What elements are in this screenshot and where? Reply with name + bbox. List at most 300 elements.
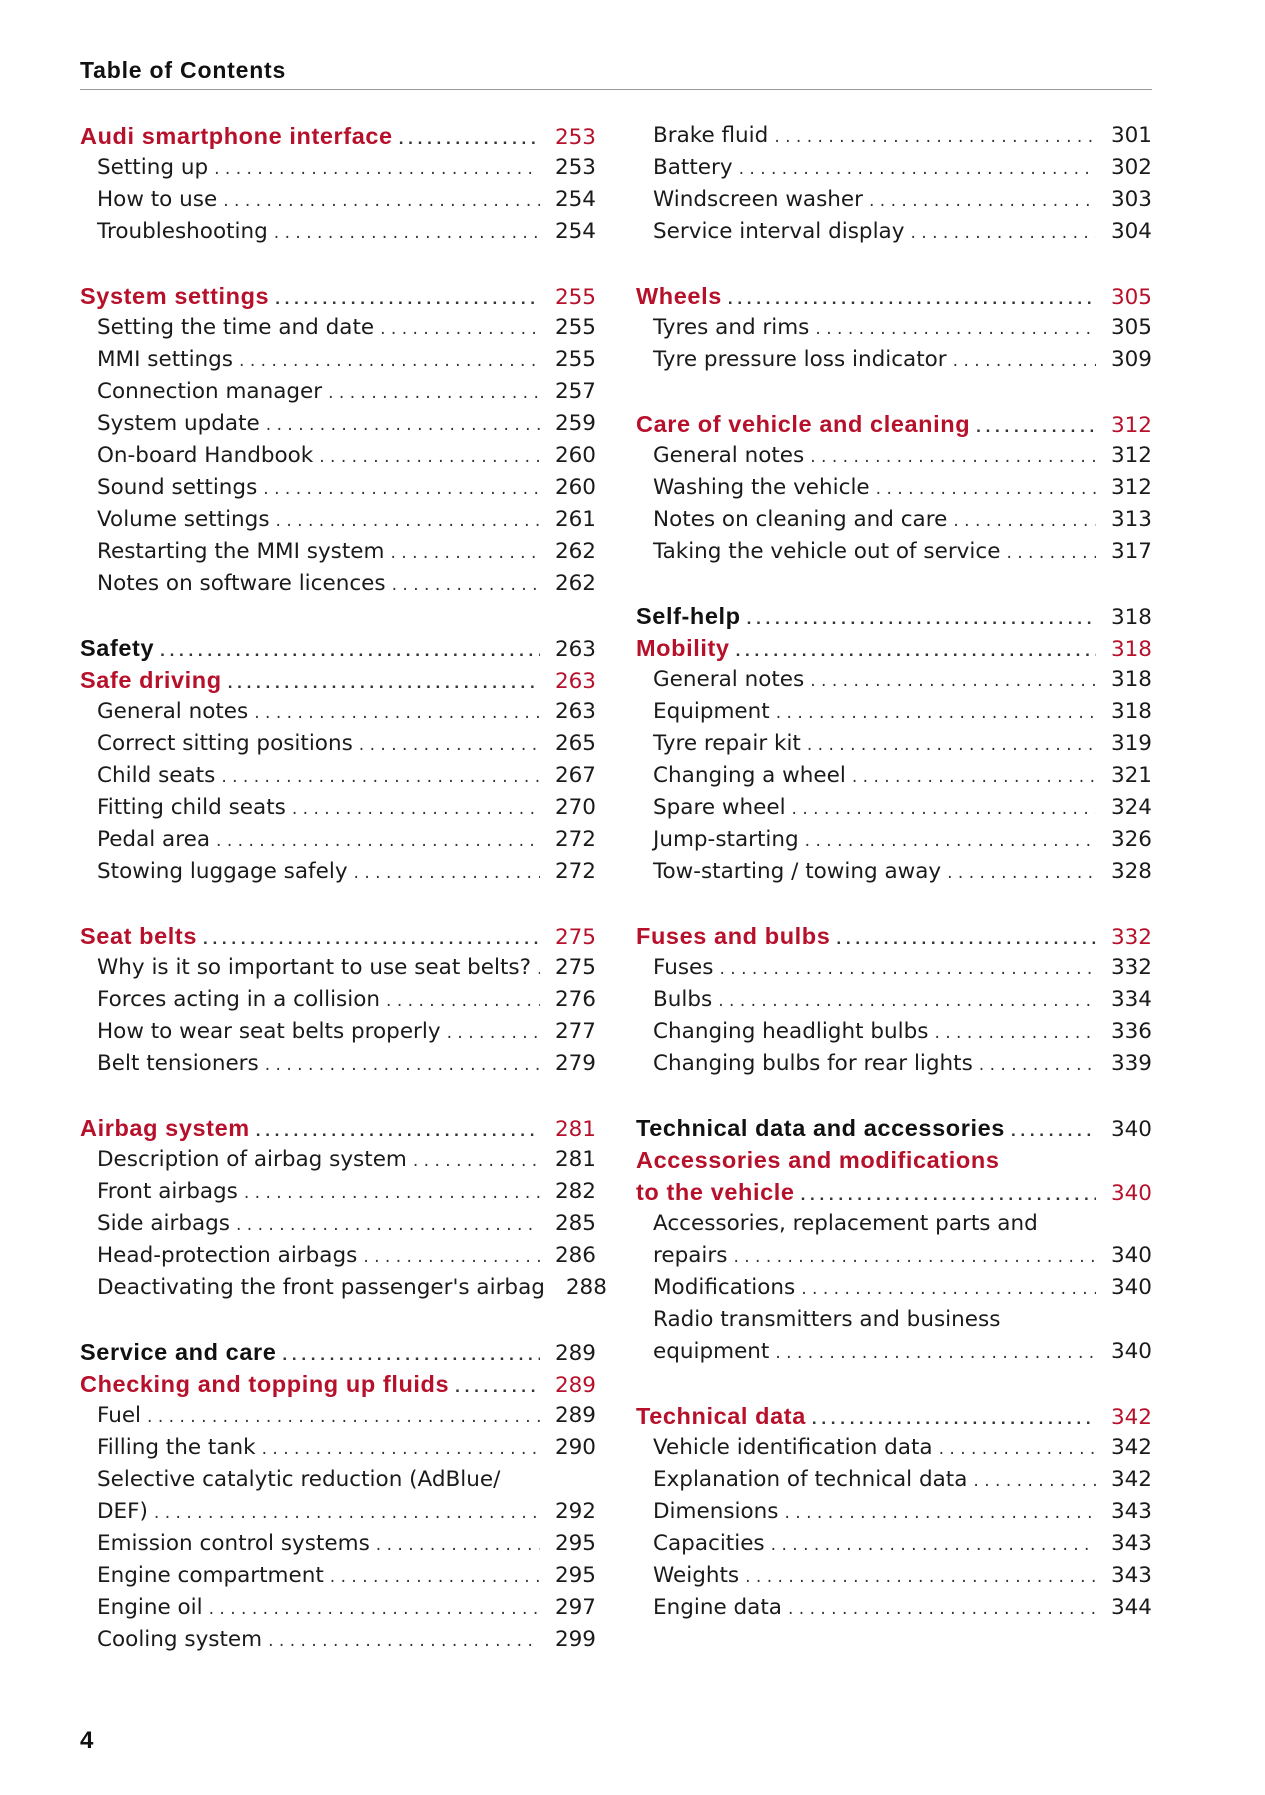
toc-entry-sub-battery[interactable] — [636, 152, 1152, 184]
toc-entry-section-system-settings[interactable] — [80, 280, 596, 312]
toc-leader-dots — [801, 1179, 1096, 1211]
toc-entry-page: 342 — [1110, 1435, 1152, 1460]
toc-entry-sub-sound-settings[interactable] — [80, 472, 596, 504]
toc-leader-dots — [154, 1497, 540, 1529]
toc-leader-dots — [216, 825, 540, 857]
toc-leader-dots — [413, 1145, 540, 1177]
toc-leader-dots — [263, 473, 540, 505]
toc-leader-dots — [947, 857, 1096, 889]
toc-entry-sub-system-update[interactable] — [80, 408, 596, 440]
toc-entry-sub-fuel[interactable] — [80, 1400, 596, 1432]
toc-entry-section-seat-belts[interactable] — [80, 920, 596, 952]
toc-entry-sub-tow-starting-towing-away[interactable] — [636, 856, 1152, 888]
toc-entry-page: 253 — [554, 155, 596, 180]
toc-entry-page: 340 — [1110, 1275, 1152, 1300]
toc-entry-title: Belt tensioners — [97, 1051, 259, 1076]
toc-entry-page: 263 — [554, 669, 596, 694]
toc-entry-title: Filling the tank — [97, 1435, 256, 1460]
toc-leader-dots — [979, 1049, 1096, 1081]
toc-entry-page: 275 — [554, 955, 596, 980]
toc-leader-dots — [266, 409, 540, 441]
toc-entry-section-technical-data[interactable] — [636, 1400, 1152, 1432]
toc-entry-title: Fuses — [653, 955, 714, 980]
toc-entry-title: Engine data — [653, 1595, 782, 1620]
toc-entry-page: 254 — [554, 187, 596, 212]
toc-entry-page: 279 — [554, 1051, 596, 1076]
toc-entry-title: System update — [97, 411, 260, 436]
toc-leader-dots — [268, 1625, 540, 1657]
toc-leader-dots — [739, 153, 1096, 185]
toc-entry-page: 332 — [1110, 925, 1152, 950]
toc-entry-section-checking-and-topping-up-fluids[interactable] — [80, 1368, 596, 1400]
toc-entry-title: Fitting child seats — [97, 795, 286, 820]
toc-entry-sub-emission-control-systems[interactable] — [80, 1528, 596, 1560]
toc-entry-title: Tyre pressure loss indicator — [653, 347, 947, 372]
toc-entry-title: Service interval display — [653, 219, 905, 244]
toc-leader-dots — [223, 185, 540, 217]
toc-entry-page: 305 — [1110, 315, 1152, 340]
toc-leader-dots — [203, 923, 540, 955]
toc-entry-title: Modifications — [653, 1275, 796, 1300]
toc-leader-dots — [399, 123, 540, 155]
toc-leader-dots — [265, 1049, 540, 1081]
toc-leader-dots — [745, 1561, 1096, 1593]
toc-entry-sub-changing-a-wheel[interactable] — [636, 760, 1152, 792]
toc-entry-page: 340 — [1110, 1339, 1152, 1364]
page-number: 4 — [80, 1727, 94, 1754]
toc-entry-title: How to wear seat belts properly — [97, 1019, 441, 1044]
toc-entry-title: Audi smartphone interface — [80, 123, 393, 149]
toc-entry-sub-tyre-repair-kit[interactable] — [636, 728, 1152, 760]
toc-entry-title: Notes on software licences — [97, 571, 386, 596]
toc-entry-sub-repairs[interactable] — [636, 1240, 1152, 1272]
toc-leader-dots — [810, 665, 1096, 697]
toc-entry-sub-how-to-wear-seat-belts-properly[interactable] — [80, 1016, 596, 1048]
toc-leader-dots — [776, 697, 1096, 729]
toc-entry-title: Head-protection airbags — [97, 1243, 358, 1268]
toc-entry-page: 312 — [1110, 413, 1152, 438]
toc-leader-dots — [1006, 537, 1096, 569]
toc-spacer — [80, 888, 596, 920]
toc-entry-page: 312 — [1110, 475, 1152, 500]
toc-entry-page: 255 — [554, 285, 596, 310]
toc-entry-page: 257 — [554, 379, 596, 404]
toc-entry-sub-general-notes[interactable] — [636, 440, 1152, 472]
toc-leader-dots — [771, 1529, 1096, 1561]
toc-leader-dots — [953, 345, 1096, 377]
toc-entry-title: Vehicle identification data — [653, 1435, 933, 1460]
toc-leader-dots — [363, 1241, 540, 1273]
toc-leader-dots — [805, 825, 1096, 857]
toc-entry-section-fuses-and-bulbs[interactable] — [636, 920, 1152, 952]
toc-entry-sub-vehicle-identification-data[interactable] — [636, 1432, 1152, 1464]
toc-entry-page: 261 — [554, 507, 596, 532]
toc-leader-dots — [330, 1561, 540, 1593]
toc-entry-sub-restarting-the-mmi-system[interactable] — [80, 536, 596, 568]
toc-entry-title: repairs — [653, 1243, 728, 1268]
toc-entry-sub-notes-on-software-licences[interactable] — [80, 568, 596, 600]
toc-entry-sub-windscreen-washer[interactable] — [636, 184, 1152, 216]
page-header-title: Table of Contents — [80, 57, 287, 83]
toc-entry-title: Why is it so important to use seat belts? — [97, 955, 531, 980]
toc-entry-page: 282 — [554, 1179, 596, 1204]
toc-entry-page: 334 — [1110, 987, 1152, 1012]
toc-entry-page: 299 — [554, 1627, 596, 1652]
toc-entry-page: 288 — [565, 1275, 607, 1300]
toc-entry-title: Service and care — [80, 1339, 277, 1365]
toc-entry-sub-selective-catalytic-reduction-adblue[interactable] — [80, 1464, 596, 1496]
toc-column-left — [80, 120, 607, 1656]
toc-entry-page: 324 — [1110, 795, 1152, 820]
toc-entry-page: 272 — [554, 859, 596, 884]
toc-entry-title: Battery — [653, 155, 733, 180]
toc-entry-title: Changing headlight bulbs — [653, 1019, 929, 1044]
toc-entry-sub-changing-bulbs-for-rear-lights[interactable] — [636, 1048, 1152, 1080]
toc-leader-dots — [792, 793, 1096, 825]
toc-entry-sub-side-airbags[interactable] — [80, 1208, 596, 1240]
toc-leader-dots — [262, 1433, 540, 1465]
toc-entry-section-safe-driving[interactable] — [80, 664, 596, 696]
toc-entry-page: 262 — [554, 571, 596, 596]
toc-entry-title: Selective catalytic reduction (AdBlue/ — [97, 1467, 501, 1492]
toc-entry-title: equipment — [653, 1339, 770, 1364]
toc-leader-dots — [319, 441, 540, 473]
toc-entry-page: 343 — [1110, 1499, 1152, 1524]
toc-entry-chapter-service-and-care[interactable] — [80, 1336, 596, 1368]
toc-entry-title: Troubleshooting — [97, 219, 268, 244]
toc-leader-dots — [228, 667, 540, 699]
toc-leader-dots — [1011, 1115, 1096, 1147]
toc-entry-page: 272 — [554, 827, 596, 852]
toc-entry-page: 301 — [1110, 123, 1152, 148]
toc-leader-dots — [274, 217, 540, 249]
toc-entry-title: On-board Handbook — [97, 443, 314, 468]
toc-entry-page: 259 — [554, 411, 596, 436]
toc-entry-sub-description-of-airbag-system[interactable] — [80, 1144, 596, 1176]
toc-leader-dots — [292, 793, 540, 825]
toc-entry-page: 304 — [1110, 219, 1152, 244]
toc-entry-page: 332 — [1110, 955, 1152, 980]
toc-entry-title: General notes — [653, 667, 805, 692]
toc-leader-dots — [214, 153, 540, 185]
toc-leader-dots — [836, 923, 1096, 955]
toc-entry-title: Weights — [653, 1563, 740, 1588]
toc-entry-title: Care of vehicle and cleaning — [636, 411, 971, 437]
toc-entry-sub-stowing-luggage-safely[interactable] — [80, 856, 596, 888]
toc-entry-title: Fuses and bulbs — [636, 923, 831, 949]
toc-entry-title: MMI settings — [97, 347, 234, 372]
toc-entry-sub-setting-up[interactable] — [80, 152, 596, 184]
toc-entry-chapter-self-help[interactable] — [636, 600, 1152, 632]
toc-leader-dots — [784, 1497, 1096, 1529]
toc-leader-dots — [376, 1529, 540, 1561]
toc-entry-sub-general-notes[interactable] — [636, 664, 1152, 696]
toc-leader-dots — [973, 1465, 1096, 1497]
toc-entry-sub-dimensions[interactable] — [636, 1496, 1152, 1528]
toc-entry-page: 277 — [554, 1019, 596, 1044]
toc-entry-section-airbag-system[interactable] — [80, 1112, 596, 1144]
toc-entry-page: 289 — [554, 1341, 596, 1366]
toc-leader-dots — [380, 313, 540, 345]
toc-spacer — [636, 248, 1152, 280]
toc-entry-sub-cooling-system[interactable] — [80, 1624, 596, 1656]
toc-entry-title: Description of airbag system — [97, 1147, 407, 1172]
toc-entry-title: Volume settings — [97, 507, 270, 532]
toc-leader-dots — [386, 985, 540, 1017]
toc-leader-dots — [160, 635, 540, 667]
toc-entry-page: 317 — [1110, 539, 1152, 564]
toc-entry-title: Jump-starting — [653, 827, 799, 852]
toc-entry-title: System settings — [80, 283, 270, 309]
toc-entry-title: Mobility — [636, 635, 730, 661]
toc-entry-sub-brake-fluid[interactable] — [636, 120, 1152, 152]
toc-entry-title: Pedal area — [97, 827, 211, 852]
toc-leader-dots — [244, 1177, 540, 1209]
toc-entry-sub-tyre-pressure-loss-indicator[interactable] — [636, 344, 1152, 376]
toc-leader-dots — [852, 761, 1096, 793]
toc-entry-page: 318 — [1110, 605, 1152, 630]
toc-leader-dots — [236, 1209, 540, 1241]
toc-entry-sub-forces-acting-in-a-collision[interactable] — [80, 984, 596, 1016]
toc-entry-title: Correct sitting positions — [97, 731, 353, 756]
toc-entry-title: Fuel — [97, 1403, 142, 1428]
toc-entry-page: 318 — [1110, 699, 1152, 724]
toc-leader-dots — [812, 1403, 1096, 1435]
toc-entry-sub-spare-wheel[interactable] — [636, 792, 1152, 824]
toc-leader-dots — [801, 1273, 1096, 1305]
toc-entry-title: Wheels — [636, 283, 722, 309]
toc-leader-dots — [447, 1017, 540, 1049]
toc-entry-title: General notes — [97, 699, 249, 724]
toc-leader-dots — [788, 1593, 1096, 1625]
toc-entry-section-to-the-vehicle[interactable] — [636, 1176, 1152, 1208]
toc-entry-page: 305 — [1110, 285, 1152, 310]
toc-entry-page: 343 — [1110, 1563, 1152, 1588]
toc-entry-title: Side airbags — [97, 1211, 230, 1236]
toc-entry-title: Windscreen washer — [653, 187, 863, 212]
toc-entry-sub-general-notes[interactable] — [80, 696, 596, 728]
toc-entry-title: Airbag system — [80, 1115, 250, 1141]
toc-entry-sub-fitting-child-seats[interactable] — [80, 792, 596, 824]
toc-leader-dots — [815, 313, 1096, 345]
toc-entry-section-accessories-and-modifications[interactable] — [636, 1144, 1152, 1176]
toc-entry-page: 281 — [554, 1147, 596, 1172]
toc-entry-title: Cooling system — [97, 1627, 263, 1652]
toc-column-right — [636, 120, 1152, 1624]
toc-entry-title: Technical data and accessories — [636, 1115, 1005, 1141]
toc-entry-sub-taking-the-vehicle-out-of-service[interactable] — [636, 536, 1152, 568]
toc-entry-title: Equipment — [653, 699, 770, 724]
toc-leader-dots — [354, 857, 540, 889]
toc-entry-sub-front-airbags[interactable] — [80, 1176, 596, 1208]
toc-entry-sub-engine-oil[interactable] — [80, 1592, 596, 1624]
toc-entry-sub-jump-starting[interactable] — [636, 824, 1152, 856]
toc-entry-sub-fuses[interactable] — [636, 952, 1152, 984]
toc-entry-title: Tow-starting / towing away — [653, 859, 942, 884]
toc-entry-sub-radio-transmitters-and-business[interactable] — [636, 1304, 1152, 1336]
toc-entry-title: Safety — [80, 635, 155, 661]
toc-entry-page: 289 — [554, 1403, 596, 1428]
toc-entry-title: Brake fluid — [653, 123, 769, 148]
toc-entry-sub-service-interval-display[interactable] — [636, 216, 1152, 248]
toc-entry-page: 309 — [1110, 347, 1152, 372]
toc-leader-dots — [939, 1433, 1096, 1465]
toc-leader-dots — [910, 217, 1096, 249]
toc-entry-page: 295 — [554, 1531, 596, 1556]
toc-entry-page: 297 — [554, 1595, 596, 1620]
toc-entry-sub-equipment[interactable] — [636, 696, 1152, 728]
toc-leader-dots — [934, 1017, 1096, 1049]
toc-entry-sub-mmi-settings[interactable] — [80, 344, 596, 376]
toc-entry-page: 318 — [1110, 637, 1152, 662]
toc-spacer — [636, 376, 1152, 408]
toc-entry-section-mobility[interactable] — [636, 632, 1152, 664]
toc-entry-sub-accessories-replacement-parts-and[interactable] — [636, 1208, 1152, 1240]
toc-entry-title: Setting the time and date — [97, 315, 375, 340]
toc-entry-section-wheels[interactable] — [636, 280, 1152, 312]
toc-entry-page: 281 — [554, 1117, 596, 1142]
toc-entry-sub-bulbs[interactable] — [636, 984, 1152, 1016]
toc-entry-sub-belt-tensioners[interactable] — [80, 1048, 596, 1080]
toc-spacer — [80, 600, 596, 632]
toc-spacer — [80, 248, 596, 280]
toc-entry-title: Restarting the MMI system — [97, 539, 385, 564]
toc-entry-sub-weights[interactable] — [636, 1560, 1152, 1592]
toc-leader-dots — [147, 1401, 540, 1433]
toc-entry-page: 290 — [554, 1435, 596, 1460]
toc-entry-title: Accessories and modifications — [636, 1147, 1000, 1173]
toc-entry-sub-engine-data[interactable] — [636, 1592, 1152, 1624]
toc-leader-dots — [869, 185, 1096, 217]
toc-leader-dots — [953, 505, 1096, 537]
toc-entry-sub-pedal-area[interactable] — [80, 824, 596, 856]
toc-entry-title: Child seats — [97, 763, 216, 788]
toc-entry-title: Capacities — [653, 1531, 765, 1556]
toc-leader-dots — [876, 473, 1096, 505]
toc-leader-dots — [256, 1115, 540, 1147]
toc-entry-title: Technical data — [636, 1403, 806, 1429]
toc-entry-title: Forces acting in a collision — [97, 987, 381, 1012]
toc-entry-page: 312 — [1110, 443, 1152, 468]
toc-entry-page: 342 — [1110, 1405, 1152, 1430]
toc-entry-title: Emission control systems — [97, 1531, 370, 1556]
toc-entry-page: 321 — [1110, 763, 1152, 788]
toc-entry-title: Engine oil — [97, 1595, 203, 1620]
toc-entry-sub-troubleshooting[interactable] — [80, 216, 596, 248]
toc-leader-dots — [718, 985, 1096, 1017]
toc-leader-dots — [775, 1337, 1096, 1369]
toc-leader-dots — [807, 729, 1096, 761]
toc-entry-page: 326 — [1110, 827, 1152, 852]
toc-leader-dots — [221, 761, 540, 793]
toc-entry-sub-how-to-use[interactable] — [80, 184, 596, 216]
toc-entry-page: 295 — [554, 1563, 596, 1588]
toc-entry-title: Notes on cleaning and care — [653, 507, 948, 532]
toc-entry-chapter-safety[interactable] — [80, 632, 596, 664]
toc-entry-sub-volume-settings[interactable] — [80, 504, 596, 536]
toc-entry-sub-connection-manager[interactable] — [80, 376, 596, 408]
toc-entry-page: 263 — [554, 637, 596, 662]
toc-entry-page: 339 — [1110, 1051, 1152, 1076]
toc-leader-dots — [275, 283, 540, 315]
toc-entry-sub-correct-sitting-positions[interactable] — [80, 728, 596, 760]
toc-entry-chapter-technical-data-and-accessories[interactable] — [636, 1112, 1152, 1144]
header-divider — [80, 89, 1152, 90]
toc-entry-page: 255 — [554, 347, 596, 372]
toc-entry-page: 302 — [1110, 155, 1152, 180]
toc-entry-sub-changing-headlight-bulbs[interactable] — [636, 1016, 1152, 1048]
toc-entry-page: 313 — [1110, 507, 1152, 532]
toc-entry-page: 342 — [1110, 1467, 1152, 1492]
toc-entry-page: 270 — [554, 795, 596, 820]
toc-leader-dots — [774, 121, 1096, 153]
toc-entry-sub-why-is-it-so-important-to-use-seat-belts[interactable] — [80, 952, 596, 984]
toc-entry-sub-head-protection-airbags[interactable] — [80, 1240, 596, 1272]
toc-leader-dots — [209, 1593, 540, 1625]
toc-entry-section-care-of-vehicle-and-cleaning[interactable] — [636, 408, 1152, 440]
toc-entry-sub-on-board-handbook[interactable] — [80, 440, 596, 472]
toc-entry-sub-def[interactable] — [80, 1496, 596, 1528]
toc-entry-page: 328 — [1110, 859, 1152, 884]
toc-entry-sub-modifications[interactable] — [636, 1272, 1152, 1304]
toc-leader-dots — [976, 411, 1096, 443]
toc-entry-sub-deactivating-the-front-passenger-s-airbag[interactable] — [80, 1272, 607, 1304]
toc-entry-title: Front airbags — [97, 1179, 238, 1204]
toc-leader-dots — [359, 729, 540, 761]
toc-entry-title: Taking the vehicle out of service — [653, 539, 1001, 564]
toc-leader-dots — [719, 953, 1096, 985]
toc-entry-section-audi-smartphone-interface[interactable] — [80, 120, 596, 152]
toc-entry-title: Setting up — [97, 155, 209, 180]
toc-spacer — [80, 1080, 596, 1112]
toc-entry-title: Tyres and rims — [653, 315, 810, 340]
toc-leader-dots — [733, 1241, 1096, 1273]
toc-entry-title: Spare wheel — [653, 795, 786, 820]
toc-entry-title: Seat belts — [80, 923, 198, 949]
toc-leader-dots — [728, 283, 1096, 315]
toc-entry-page: 255 — [554, 315, 596, 340]
toc-entry-sub-filling-the-tank[interactable] — [80, 1432, 596, 1464]
toc-entry-page: 344 — [1110, 1595, 1152, 1620]
toc-entry-sub-notes-on-cleaning-and-care[interactable] — [636, 504, 1152, 536]
toc-entry-sub-washing-the-vehicle[interactable] — [636, 472, 1152, 504]
toc-entry-sub-explanation-of-technical-data[interactable] — [636, 1464, 1152, 1496]
toc-leader-dots — [282, 1339, 540, 1371]
toc-entry-sub-engine-compartment[interactable] — [80, 1560, 596, 1592]
toc-entry-title: Washing the vehicle — [653, 475, 870, 500]
toc-leader-dots — [254, 697, 540, 729]
toc-entry-page: 340 — [1110, 1243, 1152, 1268]
toc-entry-sub-capacities[interactable] — [636, 1528, 1152, 1560]
toc-entry-title: Bulbs — [653, 987, 713, 1012]
toc-entry-title: Changing a wheel — [653, 763, 846, 788]
toc-spacer — [80, 1304, 596, 1336]
toc-entry-title: Tyre repair kit — [653, 731, 801, 756]
toc-entry-title: to the vehicle — [636, 1179, 795, 1205]
toc-entry-page: 289 — [554, 1373, 596, 1398]
toc-spacer — [636, 888, 1152, 920]
toc-entry-sub-child-seats[interactable] — [80, 760, 596, 792]
toc-leader-dots — [328, 377, 540, 409]
toc-leader-dots — [276, 505, 540, 537]
toc-leader-dots — [810, 441, 1096, 473]
toc-entry-page: 260 — [554, 475, 596, 500]
toc-entry-sub-tyres-and-rims[interactable] — [636, 312, 1152, 344]
toc-leader-dots — [736, 635, 1096, 667]
toc-entry-sub-equipment[interactable] — [636, 1336, 1152, 1368]
toc-entry-page: 286 — [554, 1243, 596, 1268]
toc-entry-sub-setting-the-time-and-date[interactable] — [80, 312, 596, 344]
